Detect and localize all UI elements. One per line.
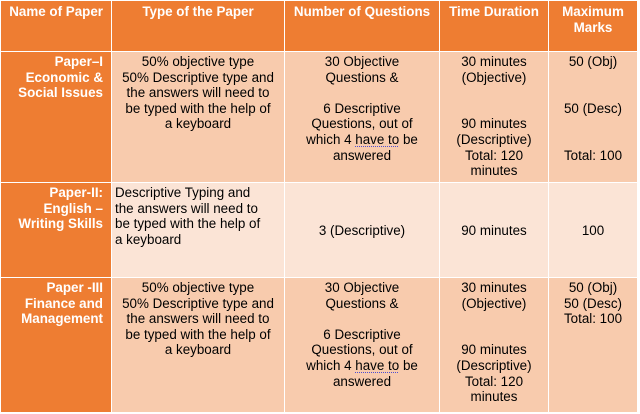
marks-line: 50 (Obj)	[568, 54, 618, 69]
questions-line: answered	[332, 373, 392, 389]
time-line: Total: 120	[464, 373, 524, 389]
paper-type-line: be typed with the help of	[125, 100, 271, 116]
header-type-of-paper: Type of the Paper	[112, 1, 285, 52]
questions-line: Questions &	[325, 69, 399, 85]
questions-line: which 4 have to be	[306, 131, 418, 147]
paper-type-line: Descriptive Typing and	[115, 185, 251, 200]
time-cell: 90 minutes	[440, 183, 549, 278]
header-number-of-questions: Number of Questions	[285, 1, 440, 52]
paper-type-line: the answers will need to	[115, 200, 258, 216]
time-line: 90 minutes	[461, 116, 527, 132]
table-row-paper-3	[1, 278, 638, 413]
questions-line: 6 Descriptive	[323, 100, 401, 116]
paper-name-line: Paper-II:	[49, 185, 103, 200]
questions-cell	[285, 278, 440, 413]
paper-type-cell	[112, 52, 285, 183]
time-line: (Descriptive)	[456, 357, 532, 373]
paper-type-line: be typed with the help of	[115, 216, 261, 232]
questions-line: Questions, out of	[311, 342, 413, 358]
paper-name-line: Social Issues	[18, 85, 103, 101]
paper-type-line: a keyboard	[115, 231, 182, 247]
paper-type-line: 50% objective type	[141, 280, 255, 295]
header-maximum-marks: Maximum Marks	[549, 1, 638, 52]
paper-name-cell	[1, 52, 112, 183]
paper-type-line: a keyboard	[164, 116, 232, 132]
time-line: 30 minutes	[461, 280, 527, 295]
paper-name-line: Management	[21, 311, 103, 327]
time-line: Total: 120	[464, 147, 524, 163]
time-line: (Descriptive)	[456, 131, 532, 147]
paper-name-line: Paper -III	[46, 280, 103, 295]
paper-name-cell	[1, 183, 112, 278]
paper-type-cell	[112, 183, 285, 278]
time-line: (Objective)	[461, 295, 527, 311]
marks-line: Total: 100	[563, 147, 623, 163]
spellcheck-underlined-text: have to	[355, 131, 400, 147]
marks-line: Total: 100	[563, 311, 623, 327]
paper-name-line: English –	[43, 200, 103, 216]
paper-type-line: 50% objective type	[141, 54, 255, 69]
header-row	[1, 1, 638, 52]
paper-type-line: a keyboard	[164, 342, 232, 358]
marks-cell	[549, 278, 638, 413]
paper-type-line: 50% Descriptive type and	[122, 69, 274, 85]
paper-name-line: Finance and	[24, 295, 103, 311]
paper-name-line: Paper–I	[54, 54, 103, 69]
header-time-duration: Time Duration	[440, 1, 549, 52]
time-line: (Objective)	[461, 69, 527, 85]
time-line: minutes	[470, 163, 518, 179]
marks-line: 50 (Desc)	[563, 100, 623, 116]
paper-name-line: Writing Skills	[18, 216, 103, 232]
questions-cell: 3 (Descriptive)	[285, 183, 440, 278]
questions-line: answered	[332, 147, 392, 163]
time-cell	[440, 278, 549, 413]
spellcheck-underlined-text: have to	[355, 357, 400, 373]
questions-line: Questions &	[325, 295, 399, 311]
table-row-paper-1	[1, 52, 638, 183]
time-line: 90 minutes	[461, 342, 527, 358]
time-line: 30 minutes	[461, 54, 527, 69]
paper-type-line: 50% Descriptive type and	[122, 295, 274, 311]
marks-cell: 100	[549, 183, 638, 278]
marks-line: 50 (Desc)	[563, 295, 623, 311]
marks-line: 50 (Obj)	[568, 280, 618, 295]
questions-line: 30 Objective	[324, 280, 400, 295]
table-row-paper-2	[1, 183, 638, 278]
questions-line: Questions, out of	[311, 116, 413, 132]
questions-line: 30 Objective	[324, 54, 400, 69]
paper-name-line: Economic &	[25, 69, 103, 85]
questions-line: 6 Descriptive	[323, 326, 401, 342]
questions-line: which 4 have to be	[306, 357, 418, 373]
paper-type-line: be typed with the help of	[125, 326, 271, 342]
time-line: minutes	[470, 389, 518, 405]
header-name-of-paper: Name of Paper	[1, 1, 112, 52]
marks-cell	[549, 52, 638, 183]
paper-name-cell	[1, 278, 112, 413]
paper-type-line: the answers will need to	[126, 311, 270, 327]
questions-cell	[285, 52, 440, 183]
paper-type-line: the answers will need to	[126, 85, 270, 101]
time-cell	[440, 52, 549, 183]
paper-type-cell	[112, 278, 285, 413]
